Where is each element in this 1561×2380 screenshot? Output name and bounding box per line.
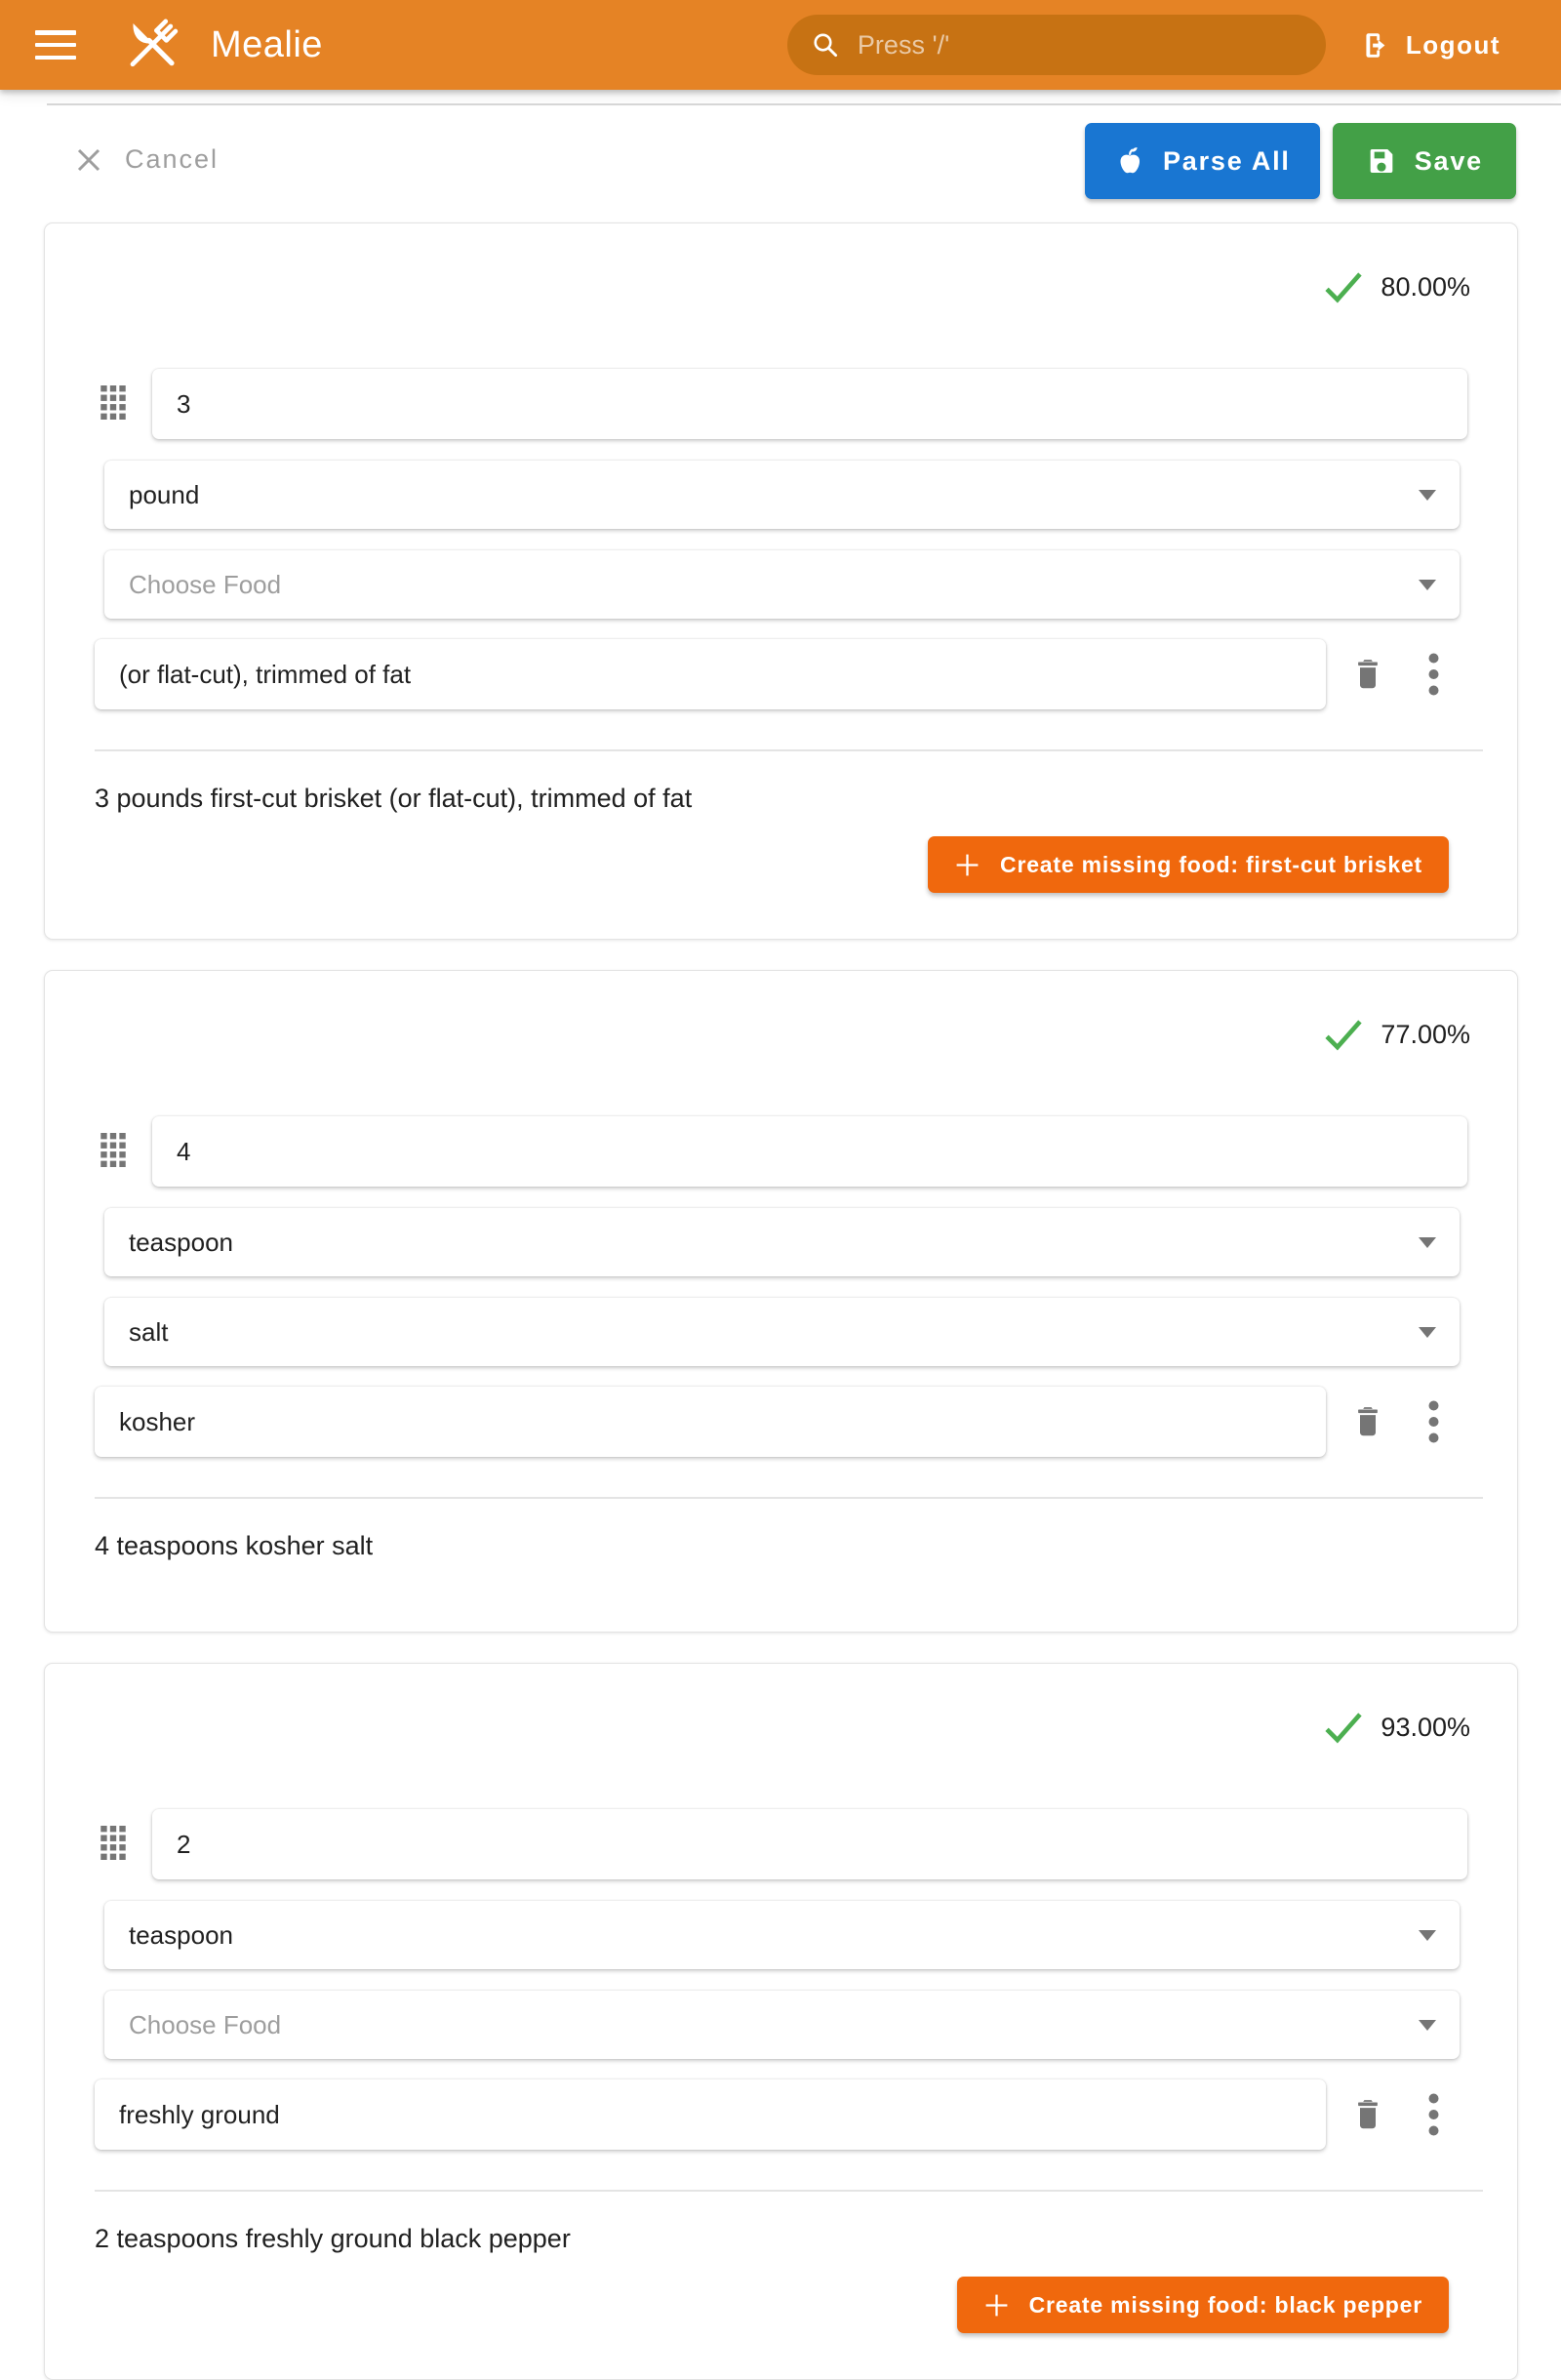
divider (95, 2190, 1483, 2192)
kebab-menu-icon (1428, 1400, 1439, 1443)
unit-input[interactable] (104, 1901, 1419, 1969)
logout-button[interactable] (1361, 30, 1501, 61)
more-options-button[interactable] (1428, 653, 1439, 696)
content-top-divider (47, 103, 1561, 105)
confidence-value: 80.00% (1381, 271, 1470, 302)
trash-icon (1352, 2097, 1383, 2132)
more-options-button[interactable] (1428, 2093, 1439, 2136)
food-input[interactable] (104, 1298, 1419, 1366)
food-select[interactable] (104, 1991, 1460, 2059)
quantity-row (45, 1809, 1467, 1879)
quantity-input[interactable] (152, 1116, 1467, 1187)
mealie-logo-icon (119, 13, 183, 77)
drag-handle-icon[interactable] (100, 385, 126, 423)
quantity-row (45, 1116, 1467, 1187)
note-input[interactable] (95, 1387, 1326, 1457)
note-field (95, 2079, 1326, 2150)
unit-select[interactable] (104, 461, 1460, 529)
confidence-indicator (1324, 270, 1470, 303)
create-missing-food-label: Create missing food: black pepper (1028, 2291, 1422, 2318)
food-input[interactable] (104, 550, 1419, 619)
more-options-button[interactable] (1428, 1400, 1439, 1443)
trash-icon (1352, 657, 1383, 692)
unit-select[interactable] (104, 1208, 1460, 1276)
app-header (0, 0, 1561, 90)
trash-icon (1352, 1404, 1383, 1439)
create-missing-food-button[interactable] (928, 836, 1449, 893)
drag-handle-icon[interactable] (100, 1133, 126, 1170)
note-row (95, 1387, 1472, 1457)
logout-label: Logout (1405, 29, 1501, 60)
chevron-down-icon[interactable] (1419, 1237, 1436, 1248)
save-button[interactable] (1333, 123, 1516, 199)
editor-toolbar (0, 90, 1561, 222)
quantity-field (152, 1809, 1467, 1879)
delete-ingredient-button[interactable] (1352, 2097, 1383, 2132)
divider (95, 749, 1483, 751)
check-icon (1324, 1711, 1363, 1744)
chevron-down-icon[interactable] (1419, 490, 1436, 501)
quantity-field (152, 369, 1467, 439)
unit-input[interactable] (104, 461, 1419, 529)
note-input[interactable] (95, 2079, 1326, 2150)
cancel-button[interactable] (74, 144, 219, 175)
original-ingredient-text: 3 pounds first-cut brisket (or flat-cut), trimmed of fat (95, 784, 693, 813)
ingredient-card (44, 970, 1518, 1633)
logout-icon (1361, 30, 1391, 61)
note-row (95, 2079, 1472, 2150)
plus-icon (954, 852, 981, 878)
parse-all-button[interactable] (1085, 123, 1320, 199)
original-ingredient-text: 2 teaspoons freshly ground black pepper (95, 2224, 571, 2253)
save-label: Save (1414, 145, 1483, 176)
check-icon (1324, 1018, 1363, 1051)
confidence-indicator (1324, 1711, 1470, 1744)
chevron-down-icon[interactable] (1419, 1327, 1436, 1338)
create-missing-food-label: Create missing food: first-cut brisket (1000, 851, 1422, 877)
delete-ingredient-button[interactable] (1352, 657, 1383, 692)
unit-select[interactable] (104, 1901, 1460, 1969)
check-icon (1324, 270, 1363, 303)
unit-input[interactable] (104, 1208, 1419, 1276)
confidence-value: 93.00% (1381, 1712, 1470, 1742)
search-input[interactable] (858, 30, 1302, 61)
quantity-field (152, 1116, 1467, 1187)
chevron-down-icon[interactable] (1419, 2020, 1436, 2031)
plus-icon (983, 2292, 1010, 2319)
ingredient-card (44, 1663, 1518, 2380)
confidence-indicator (1324, 1018, 1470, 1051)
parse-all-label: Parse All (1162, 145, 1291, 176)
divider (95, 1497, 1483, 1499)
search-bar[interactable] (787, 15, 1326, 75)
food-input[interactable] (104, 1991, 1419, 2059)
create-missing-food-button[interactable] (957, 2277, 1449, 2333)
search-icon (811, 30, 840, 60)
menu-hamburger-icon[interactable] (35, 30, 76, 60)
cancel-label: Cancel (125, 144, 220, 174)
kebab-menu-icon (1428, 2093, 1439, 2136)
save-icon (1366, 145, 1397, 177)
note-row (95, 639, 1472, 709)
quantity-input[interactable] (152, 369, 1467, 439)
chevron-down-icon[interactable] (1419, 1930, 1436, 1941)
chevron-down-icon[interactable] (1419, 580, 1436, 590)
original-ingredient-text: 4 teaspoons kosher salt (95, 1531, 374, 1560)
app-title: Mealie (211, 23, 323, 65)
close-icon (74, 145, 103, 175)
apple-icon (1114, 145, 1145, 177)
note-input[interactable] (95, 639, 1326, 709)
food-select[interactable] (104, 550, 1460, 619)
quantity-row (45, 369, 1467, 439)
ingredient-card (44, 222, 1518, 940)
kebab-menu-icon (1428, 653, 1439, 696)
confidence-value: 77.00% (1381, 1019, 1470, 1049)
note-field (95, 1387, 1326, 1457)
delete-ingredient-button[interactable] (1352, 1404, 1383, 1439)
action-buttons (1085, 123, 1516, 199)
note-field (95, 639, 1326, 709)
drag-handle-icon[interactable] (100, 1826, 126, 1863)
quantity-input[interactable] (152, 1809, 1467, 1879)
food-select[interactable] (104, 1298, 1460, 1366)
